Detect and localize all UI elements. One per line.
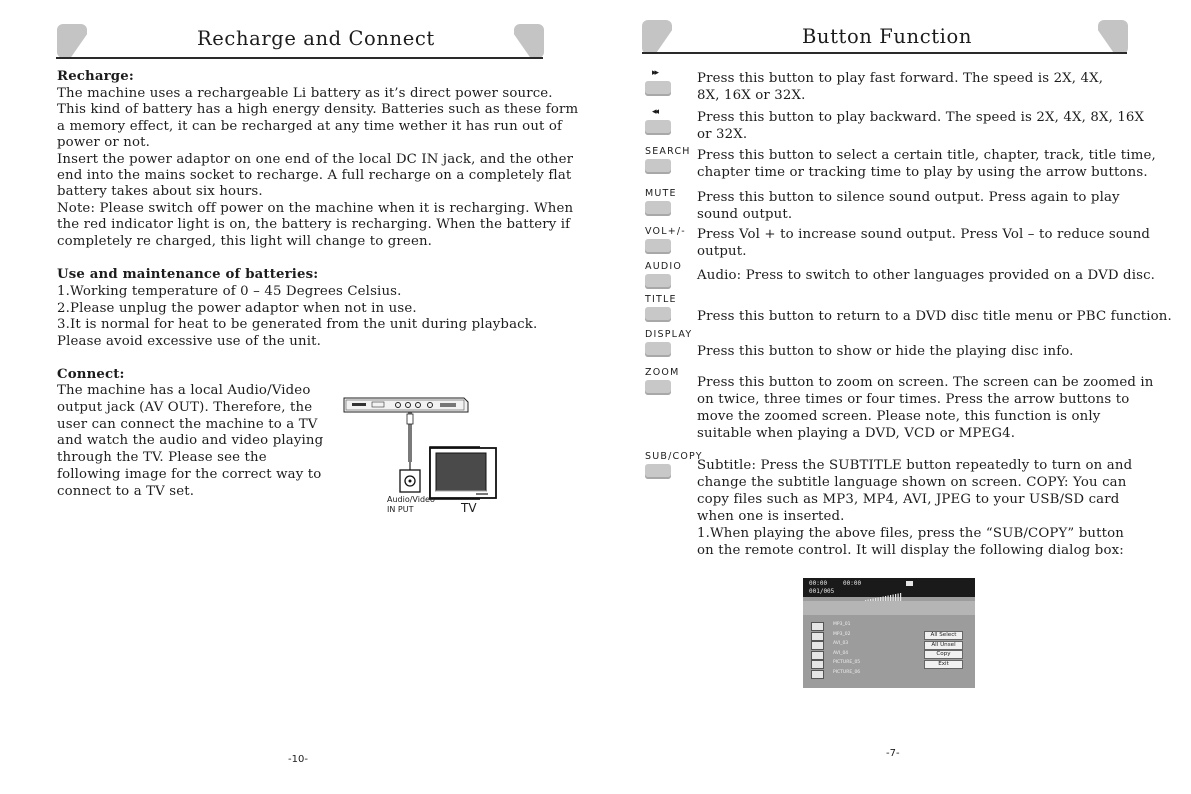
text-line: 3.It is normal for heat to be generated from the unit during playback. (57, 317, 538, 333)
button-description-line: Audio: Press to switch to other languages provided on a DVD disc. (697, 268, 1156, 283)
copy-dialog (803, 578, 975, 688)
text-line: Please avoid excessive use of the unit. (57, 333, 321, 349)
text-line: Note: Please switch off power on the machine when it is recharging. When (57, 200, 574, 216)
corner-tab-left-right-page (642, 20, 672, 54)
tv-body (428, 446, 508, 506)
time-elapsed: 00:00 (809, 580, 828, 587)
dialog-all-unsel-button[interactable]: All Unsel (924, 641, 963, 650)
corner-tab-left (57, 24, 87, 58)
button-label: TITLE (645, 294, 677, 305)
text-line: The machine uses a rechargeable Li battery as it’s direct power source. (57, 86, 553, 101)
picture-file-icon (811, 670, 824, 679)
button-description-line: 1.When playing the above files, press the “SUB/COPY” button (697, 525, 1124, 541)
storage-icon (906, 581, 913, 586)
page-title-right: Button Function (802, 25, 972, 48)
button-description-line: on twice, three times or four times. Press the arrow buttons to (697, 391, 1130, 407)
av-input-jack (400, 470, 420, 492)
input-label (387, 495, 435, 515)
title-rule (56, 57, 543, 59)
file-name: MP3_01 (833, 622, 851, 627)
text-line: The machine has a local Audio/Video (57, 383, 311, 398)
button-label: SEARCH (645, 146, 691, 157)
button-description-line: sound output. (697, 206, 793, 222)
text-line: end into the mains socket to recharge. A full recharge on a completely flat (57, 168, 572, 183)
button-description-line: move the zoomed screen. Please note, this function is only (697, 408, 1101, 424)
button-label: ◂◂ (652, 107, 658, 117)
text-line: following image for the correct way to (57, 467, 322, 482)
button-description-line: chapter time or tracking time to play by using the arrow buttons. (697, 164, 1148, 180)
corner-tab-right-right-page (1098, 20, 1128, 54)
button-description-line: Press this button to select a certain title, chapter, track, title time, (697, 148, 1156, 163)
text-line: the red indicator light is on, the battery is recharging. When the battery if (57, 217, 571, 233)
button-description-line: Press Vol + to increase sound output. Press Vol – to reduce sound (697, 227, 1151, 242)
time-total: 00:00 (843, 580, 862, 587)
text-line: output jack (AV OUT). Therefore, the (57, 399, 313, 415)
button-label: ZOOM (645, 367, 680, 378)
recharge-heading: Recharge: (57, 69, 134, 84)
text-line: Insert the power adaptor on one end of the local DC IN jack, and the other (57, 151, 574, 167)
button-description-line: on the remote control. It will display the following dialog box: (697, 542, 1124, 558)
av-cable (407, 412, 413, 470)
button-description-line: Press this button to play backward. The speed is 2X, 4X, 8X, 16X (697, 110, 1145, 125)
text-line: battery takes about six hours. (57, 184, 263, 200)
text-line: 1.Working temperature of 0 – 45 Degrees Celsius. (57, 284, 402, 299)
button-description-line: suitable when playing a DVD, VCD or MPEG4. (697, 425, 1016, 441)
remote-button-icon (645, 342, 671, 357)
button-description-line: Press this button to silence sound output. Press again to play (697, 190, 1120, 205)
connect-heading: Connect: (57, 367, 125, 382)
button-description-line: copy files such as MP3, MP4, AVI, JPEG to your USB/SD card (697, 491, 1120, 507)
file-name: MP3_02 (833, 631, 851, 637)
dialog-status-bar (803, 578, 975, 597)
picture-file-icon (811, 660, 824, 669)
file-name: AVI_04 (833, 650, 849, 656)
remote-button-icon (645, 120, 671, 135)
file-name: PICTURE_06 (833, 670, 861, 675)
batteries-heading: Use and maintenance of batteries: (57, 267, 319, 282)
button-label: AUDIO (645, 261, 683, 272)
button-label: ▸▸ (652, 68, 658, 78)
text-line: 2.Please unplug the power adaptor when not in use. (57, 300, 417, 316)
page-title: Recharge and Connect (197, 27, 435, 50)
input-label-line-1: Audio/Video (387, 495, 435, 504)
text-line: and watch the audio and video playing (57, 433, 324, 449)
text-line: connect to a TV set. (57, 483, 195, 499)
text-line: power or not. (57, 135, 151, 151)
text-line: a memory effect, it can be recharged at any time wether it has run out of (57, 118, 563, 134)
button-description-line: 8X, 16X or 32X. (697, 87, 806, 103)
page-number-right: -7- (886, 748, 900, 759)
button-description-line: Subtitle: Press the SUBTITLE button repeatedly to turn on and (697, 458, 1133, 473)
text-line: completely re charged, this light will change to green. (57, 233, 433, 249)
text-line: This kind of battery has a high energy density. Batteries such as these form (57, 102, 579, 118)
dialog-all-select-button[interactable]: All Select (924, 631, 963, 640)
button-description-line: when one is inserted. (697, 508, 845, 524)
remote-button-icon (645, 464, 671, 479)
video-file-icon (811, 641, 824, 650)
track-counter: 001/005 (809, 588, 835, 595)
text-line: user can connect the machine to a TV (57, 416, 318, 432)
dialog-header-band (803, 601, 975, 615)
button-description-line: Press this button to zoom on screen. The screen can be zoomed in (697, 375, 1154, 390)
dvd-player-illustration (344, 398, 468, 412)
button-label: VOL+/- (645, 226, 686, 237)
button-description-line: or 32X. (697, 126, 748, 142)
input-label-line-2: IN PUT (387, 505, 414, 514)
button-description-line: Press this button to return to a DVD disc title menu or PBC function. (697, 309, 1172, 324)
remote-button-icon (645, 81, 671, 96)
volume-bars-icon (865, 586, 903, 595)
button-description-line: output. (697, 243, 747, 259)
remote-button-icon (645, 159, 671, 174)
file-name: PICTURE_05 (833, 660, 861, 666)
remote-button-icon (645, 201, 671, 216)
button-description-line: Press this button to show or hide the playing disc info. (697, 344, 1074, 359)
remote-button-icon (645, 274, 671, 289)
music-file-icon (811, 622, 824, 631)
remote-button-icon (645, 307, 671, 322)
page-number-left: -10- (288, 754, 308, 765)
button-label: DISPLAY (645, 329, 693, 340)
dialog-exit-button[interactable]: Exit (924, 660, 963, 669)
button-label: MUTE (645, 188, 677, 199)
remote-button-icon (645, 239, 671, 254)
remote-button-icon (645, 380, 671, 395)
tv-label: TV (461, 501, 477, 515)
corner-tab-right (514, 24, 544, 58)
music-file-icon (811, 632, 824, 641)
dialog-copy-button[interactable]: Copy (924, 650, 963, 659)
file-name: AVI_03 (833, 641, 849, 647)
button-description-line: Press this button to play fast forward. The speed is 2X, 4X, (697, 71, 1104, 86)
video-file-icon (811, 651, 824, 660)
text-line: through the TV. Please see the (57, 450, 267, 466)
title-rule-right (642, 52, 1127, 54)
button-label: SUB/COPY (645, 451, 703, 462)
button-description-line: change the subtitle language shown on screen. COPY: You can (697, 474, 1127, 490)
